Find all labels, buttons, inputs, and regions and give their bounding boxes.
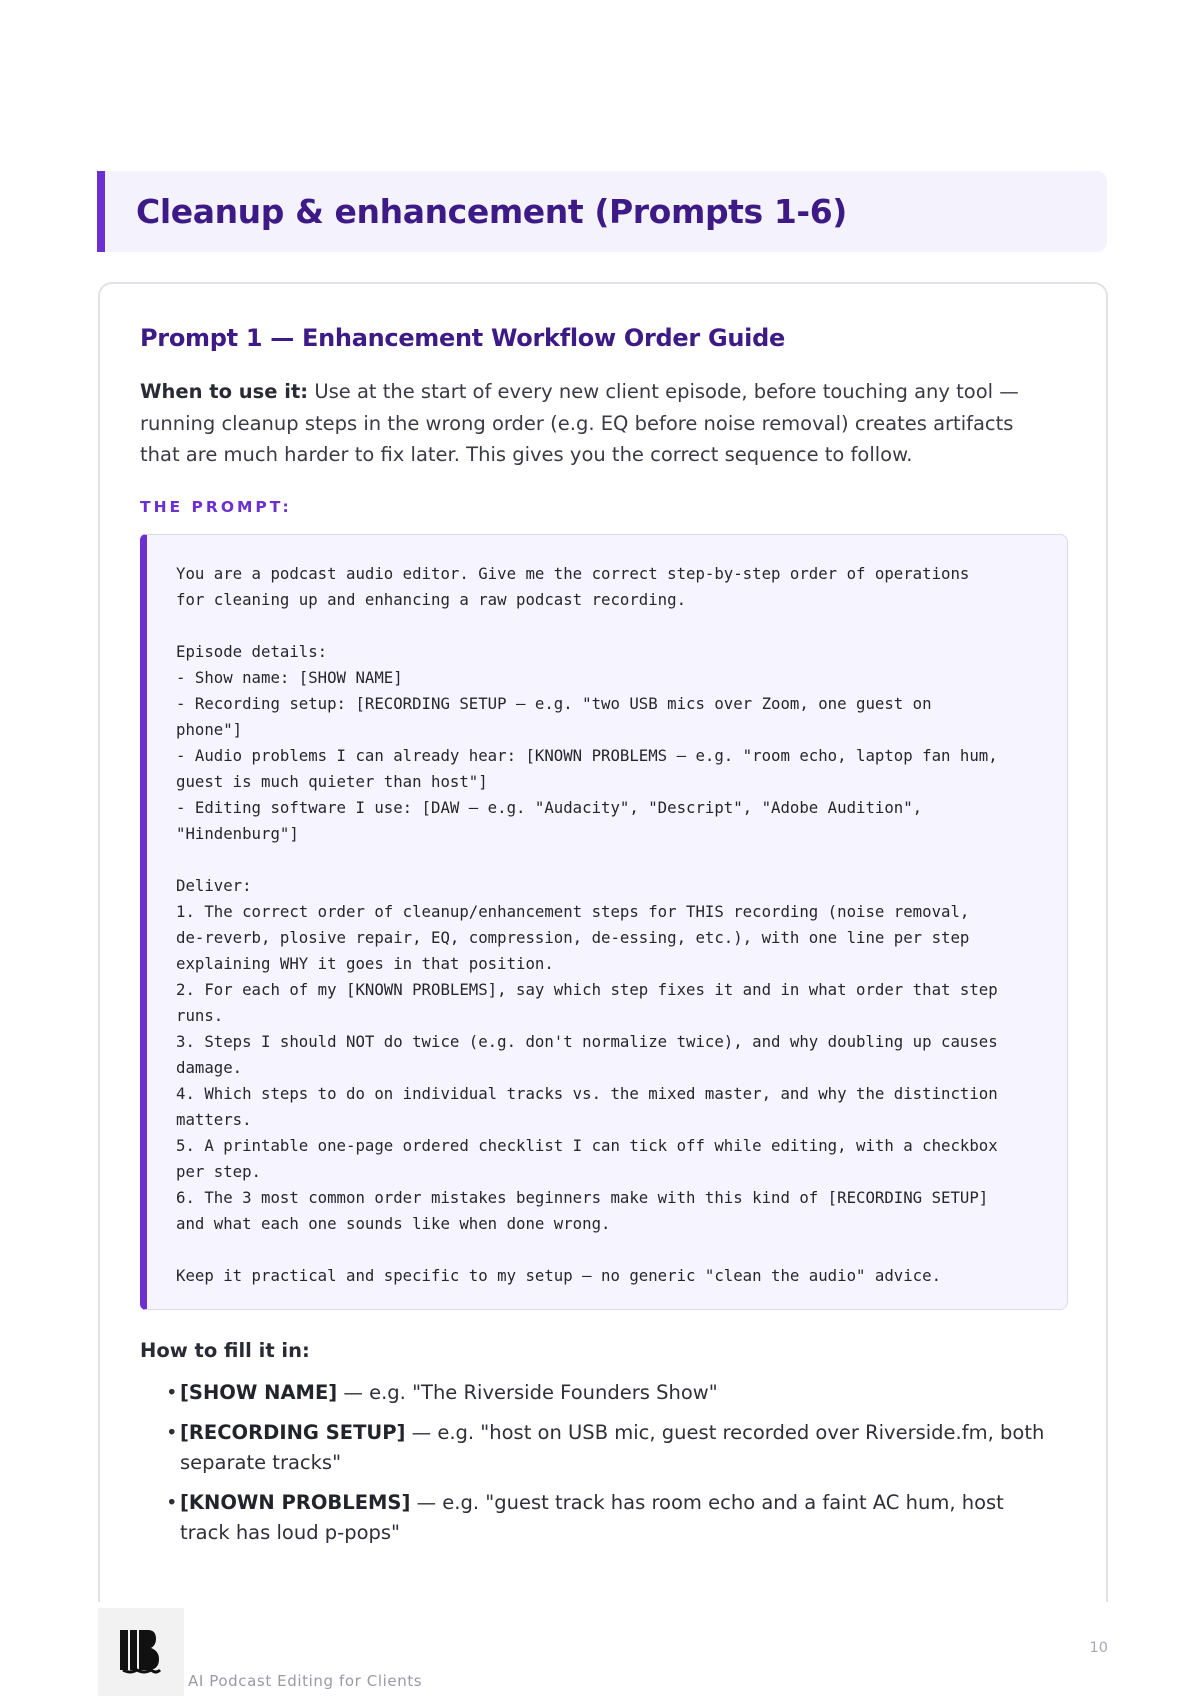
fill-item-text: — e.g. "guest track has room echo and a faint AC hum, host track has loud p-pops" [180, 1491, 1004, 1544]
when-to-use-text: Use at the start of every new client episode, before touching any tool — running cleanup steps in the wrong order (e.g. EQ before noise removal) creates artifacts that are much harder to fix later. This gives you the correct sequence to follow. [140, 380, 1019, 466]
page-number: 10 [1089, 1640, 1108, 1656]
list-item [168, 1418, 1048, 1478]
when-to-use-paragraph [140, 376, 1040, 471]
prompt-card [98, 282, 1108, 1602]
fill-in-heading: How to fill it in: [140, 1339, 310, 1362]
when-to-use-label: When to use it: [140, 380, 309, 403]
list-item [168, 1488, 1048, 1548]
prompt-box[interactable] [140, 534, 1068, 1310]
fill-item-text: — e.g. "The Riverside Founders Show" [337, 1381, 718, 1404]
fill-in-list [168, 1378, 1048, 1558]
fill-item-key: [RECORDING SETUP] [180, 1421, 406, 1444]
fill-item-key: [SHOW NAME] [180, 1381, 338, 1404]
footer-brand: AI Podcast Editing for Clients [188, 1672, 423, 1690]
brand-logo-icon [120, 1628, 162, 1674]
bullet-icon: • [166, 1381, 178, 1404]
list-item [168, 1378, 1048, 1408]
prompt-title: Prompt 1 — Enhancement Workflow Order Guide [140, 324, 785, 352]
fill-item-key: [KNOWN PROBLEMS] [180, 1491, 411, 1514]
section-header [97, 171, 1107, 252]
fill-item-text: — e.g. "host on USB mic, guest recorded over Riverside.fm, both separate tracks" [180, 1421, 1045, 1474]
the-prompt-label: THE PROMPT: [140, 498, 292, 516]
bullet-icon: • [166, 1421, 178, 1444]
section-title: Cleanup & enhancement (Prompts 1-6) [136, 192, 847, 231]
bullet-icon: • [166, 1491, 178, 1514]
prompt-body[interactable]: You are a podcast audio editor. Give me the correct step-by-step order of operations for cleaning up and enhancing a raw podcast recording. Episode details: - Show name: [SHOW NAME] - Recording setup: [RECORDING SETUP — e.g. "two USB mics over Zoom, one guest on phone"] - Audio problems I can already hear: [KNOWN PROBLEMS — e.g. "room echo, laptop fan hum, guest is much quieter than host"] - Editing software I use: [DAW — e.g. "Audacity", "Descript", "Adobe Audition", "Hindenburg"] Deliver: 1. The correct order of cleanup/enhancement steps for THIS recording (noise removal, de-reverb, plosive repair, EQ, compression, de-essing, etc.), with one line per step explaining WHY it goes in that position. 2. For each of my [KNOWN PROBLEMS], say which step fixes it and in what order that step runs. 3. Steps I should NOT do twice (e.g. don't normalize twice), and why doubling up causes damage. 4. Which steps to do on individual tracks vs. the mixed master, and why the distinction matters. 5. A printable one-page ordered checklist I can tick off while editing, with a checkbox per step. 6. The 3 most common order mistakes beginners make with this kind of [RECORDING SETUP] and what each one sounds like when done wrong. Keep it practical and specific to my setup — no generic "clean the audio" advice. [176, 564, 998, 1285]
footer-logo [98, 1608, 184, 1696]
